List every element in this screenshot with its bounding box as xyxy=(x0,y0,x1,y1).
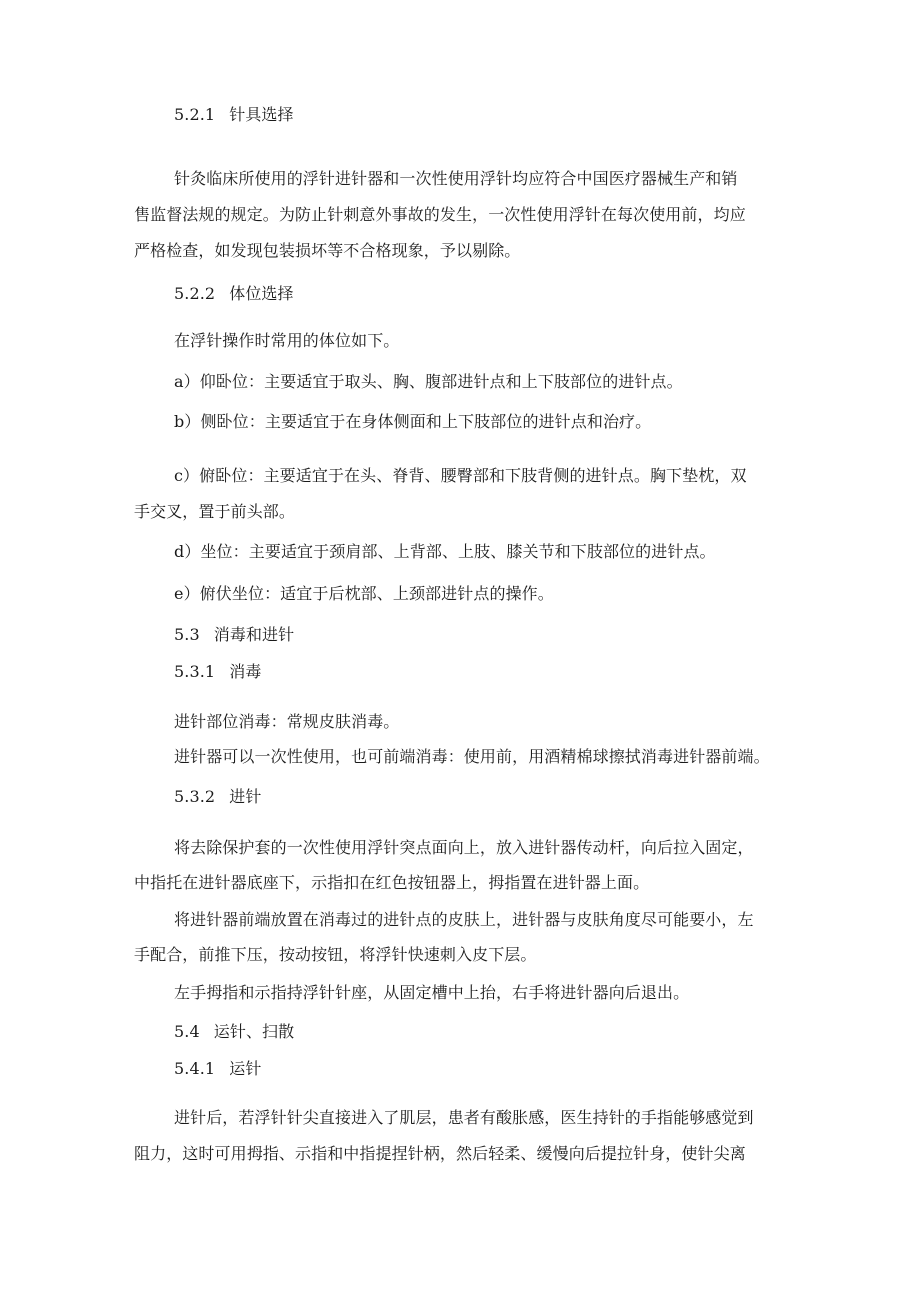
list-item-c-continued: 手交叉，置于前头部。 xyxy=(134,502,296,521)
section-title: 运针 xyxy=(229,1059,262,1078)
section-heading-5-2-2 xyxy=(174,283,294,305)
section-title: 运针、扫散 xyxy=(213,1022,295,1041)
paragraph-line: 中指托在进针器底座下，示指扣在红色按钮器上，拇指置在进针器上面。 xyxy=(134,873,650,892)
paragraph-line: 将去除保护套的一次性使用浮针突点面向上，放入进针器传动杆，向后拉入固定， xyxy=(174,838,754,857)
section-number: 5.4.1 xyxy=(174,1059,216,1078)
paragraph-line: 将进针器前端放置在消毒过的进针点的皮肤上，进针器与皮肤角度尽可能要小，左 xyxy=(174,910,754,929)
section-number: 5.3 xyxy=(174,625,200,644)
paragraph-line: 进针部位消毒：常规皮肤消毒。 xyxy=(174,712,400,731)
paragraph-line: 严格检查，如发现包装损坏等不合格现象，予以剔除。 xyxy=(134,241,521,260)
list-item-b: b）侧卧位：主要适宜于在身体侧面和上下肢部位的进针点和治疗。 xyxy=(174,412,652,431)
section-title: 针具选择 xyxy=(229,105,294,124)
section-heading-5-2-1 xyxy=(174,104,294,126)
paragraph-line: 在浮针操作时常用的体位如下。 xyxy=(174,331,400,350)
paragraph-line: 左手拇指和示指持浮针针座，从固定槽中上抬，右手将进针器向后退出。 xyxy=(174,983,690,1002)
list-item-c: c）俯卧位：主要适宜于在头、脊背、腰臀部和下肢背侧的进针点。胸下垫枕，双 xyxy=(174,466,747,485)
section-title: 体位选择 xyxy=(229,284,294,303)
section-heading-5-4 xyxy=(174,1021,294,1043)
paragraph-line: 阻力，这时可用拇指、示指和中指提捏针柄，然后轻柔、缓慢向后提拉针身，使针尖离 xyxy=(134,1144,746,1163)
paragraph-line: 针灸临床所使用的浮针进针器和一次性使用浮针均应符合中国医疗器械生产和销 xyxy=(174,169,738,188)
paragraph-line: 进针后，若浮针针尖直接进入了肌层，患者有酸胀感，医生持针的手指能够感觉到 xyxy=(174,1108,754,1127)
section-number: 5.2.1 xyxy=(174,105,216,124)
paragraph-line: 手配合，前推下压，按动按钮，将浮针快速刺入皮下层。 xyxy=(134,945,537,964)
section-number: 5.2.2 xyxy=(174,284,216,303)
section-title: 消毒 xyxy=(229,662,262,681)
paragraph-line: 售监督法规的规定。为防止针刺意外事故的发生，一次性使用浮针在每次使用前，均应 xyxy=(134,205,746,224)
section-number: 5.3.2 xyxy=(174,787,216,806)
section-title: 进针 xyxy=(229,787,262,806)
list-item-e: e）俯伏坐位：适宜于后枕部、上颈部进针点的操作。 xyxy=(174,584,554,603)
section-heading-5-3-2 xyxy=(174,786,261,808)
section-number: 5.4 xyxy=(174,1022,200,1041)
section-number: 5.3.1 xyxy=(174,662,216,681)
section-heading-5-3 xyxy=(174,624,294,646)
list-item-d: d）坐位：主要适宜于颈肩部、上背部、上肢、膝关节和下肢部位的进针点。 xyxy=(174,542,716,561)
list-item-a: a）仰卧位：主要适宜于取头、胸、腹部进针点和上下肢部位的进针点。 xyxy=(174,372,683,391)
section-heading-5-3-1 xyxy=(174,661,261,683)
section-title: 消毒和进针 xyxy=(213,625,295,644)
paragraph-line: 进针器可以一次性使用，也可前端消毒：使用前，用酒精棉球擦拭消毒进针器前端。 xyxy=(174,747,770,766)
section-heading-5-4-1 xyxy=(174,1058,261,1080)
